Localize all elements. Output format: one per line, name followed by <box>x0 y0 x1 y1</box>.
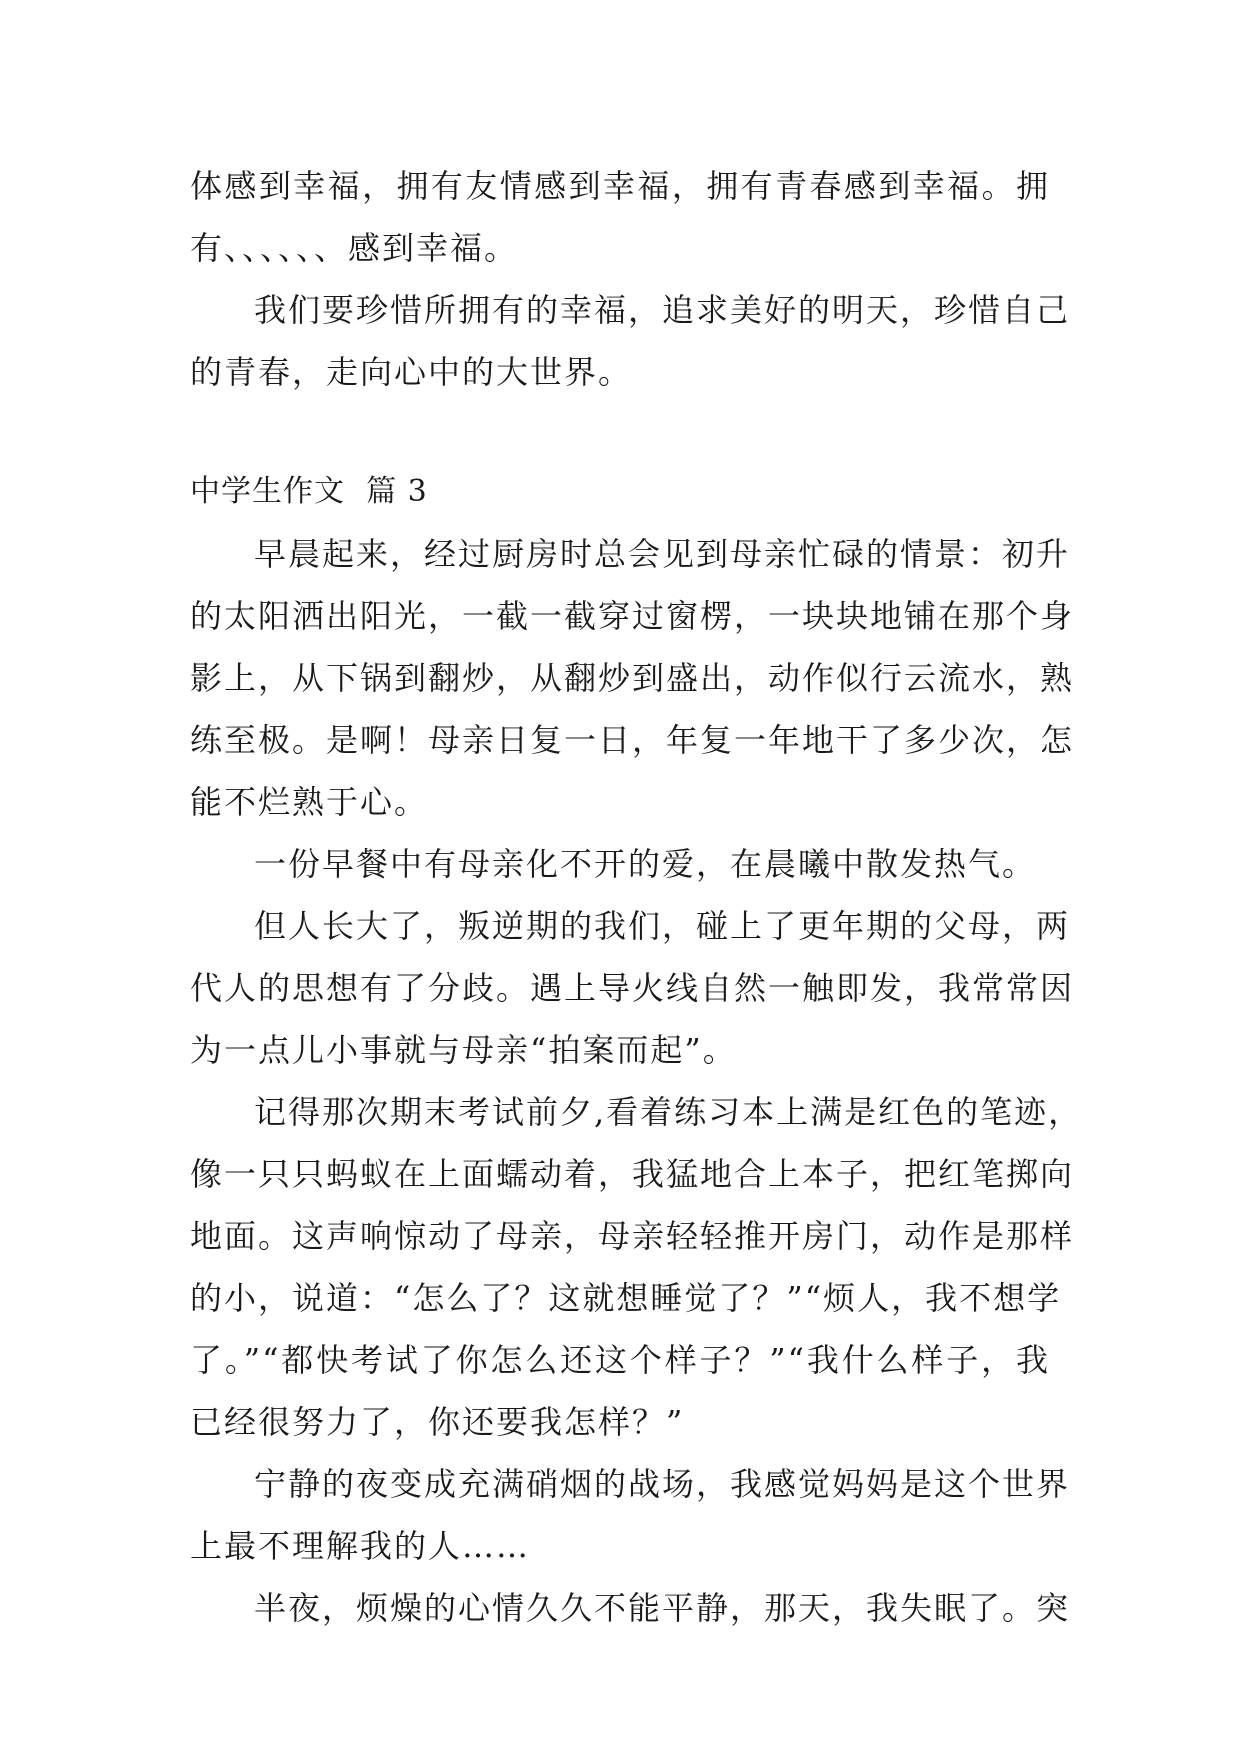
text-line: 但人长大了，叛逆期的我们，碰上了更年期的父母，两 <box>254 907 1071 945</box>
text-line: 我们要珍惜所拥有的幸福，追求美好的明天，珍惜自己 <box>254 291 1071 329</box>
text-line: 上最不理解我的人…… <box>190 1527 531 1565</box>
text-line: 能不烂熟于心。 <box>190 783 429 821</box>
text-line: 体感到幸福，拥有友情感到幸福，拥有青春感到幸福。拥 <box>190 167 1050 205</box>
text-line: 像一只只蚂蚁在上面蠕动着，我猛地合上本子，把红笔掷向 <box>190 1155 1075 1193</box>
text-line: 宁静的夜变成充满硝烟的战场，我感觉妈妈是这个世界 <box>254 1465 1071 1503</box>
text-line: 练至极。是啊！母亲日复一日，年复一年地干了多少次，怎 <box>190 721 1075 759</box>
text-line: 的青春，走向心中的大世界。 <box>190 353 633 391</box>
paragraph <box>190 279 1071 403</box>
paragraph <box>190 833 1050 895</box>
text-line: 影上，从下锅到翻炒，从翻炒到盛出，动作似行云流水，熟 <box>190 659 1075 697</box>
text-line: 有、、、、、、感到幸福。 <box>190 229 519 267</box>
text-line: 记得那次期末考试前夕,看着练习本上满是红色的笔迹， <box>254 1093 1083 1131</box>
text-line: 了。”“都快考试了你怎么还这个样子？”“我什么样子，我 <box>190 1341 1050 1379</box>
text-line: 代人的思想有了分歧。遇上导火线自然一触即发，我常常因 <box>190 969 1075 1007</box>
paragraph <box>190 895 1075 1081</box>
paragraph <box>190 155 1050 279</box>
text-line: 早晨起来，经过厨房时总会见到母亲忙碌的情景：初升 <box>254 535 1071 573</box>
text-line: 为一点儿小事就与母亲“拍案而起”。 <box>190 1031 737 1069</box>
section-title: 中学生作文 篇 3 <box>190 474 428 509</box>
paragraph <box>190 1081 1083 1453</box>
text-line: 地面。这声响惊动了母亲，母亲轻轻推开房门，动作是那样 <box>190 1217 1075 1255</box>
text-line: 一份早餐中有母亲化不开的爱，在晨曦中散发热气。 <box>254 845 1037 883</box>
paragraph <box>190 1577 1071 1639</box>
paragraph <box>190 523 1075 833</box>
text-line: 已经很努力了，你还要我怎样？” <box>190 1403 685 1441</box>
document-page <box>190 155 1083 1639</box>
text-line: 半夜，烦燥的心情久久不能平静，那天，我失眠了。突 <box>254 1589 1071 1627</box>
section-spacer <box>190 403 1050 461</box>
text-line: 的太阳洒出阳光，一截一截穿过窗楞，一块块地铺在那个身 <box>190 597 1075 635</box>
text-line: 的小，说道：“怎么了？这就想睡觉了？”“烦人，我不想学 <box>190 1279 1062 1317</box>
paragraph <box>190 1453 1071 1577</box>
